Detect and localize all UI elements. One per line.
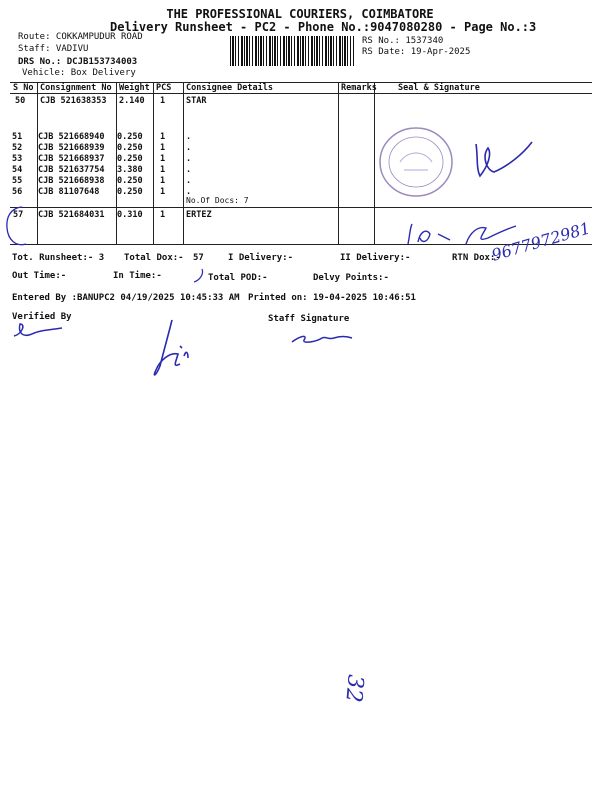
- col-sno: S No: [13, 83, 34, 93]
- no-of-docs: No.Of Docs: 7: [186, 196, 249, 205]
- cell-details: STAR: [186, 96, 207, 106]
- cell-consignment: CJB 521668939: [38, 143, 105, 153]
- cell-weight: 0.250: [117, 154, 143, 164]
- tot-runsheet: Tot. Runsheet:- 3: [12, 253, 105, 263]
- cell-pcs: 1: [160, 165, 166, 175]
- in-time: In Time:-: [113, 271, 162, 281]
- verified-by-label: Verified By: [12, 312, 72, 322]
- company-title: THE PROFESSIONAL COURIERS, COIMBATORE: [166, 7, 434, 21]
- cell-sno: 56: [12, 187, 23, 197]
- col-weight: Weight: [119, 83, 150, 93]
- out-time: Out Time:-: [12, 271, 67, 281]
- staff-signature-label: Staff Signature: [268, 314, 350, 324]
- runsheet-subtitle: Delivery Runsheet - PC2 - Phone No.:9047080280 - Page No.:3: [110, 20, 537, 34]
- table-row: [10, 96, 592, 107]
- vehicle: Vehicle: Box Delivery: [22, 68, 136, 78]
- cell-details: .: [186, 143, 192, 153]
- cell-pcs: 1: [160, 210, 166, 220]
- cell-details: .: [186, 132, 192, 142]
- i-delivery: I Delivery:-: [228, 253, 294, 263]
- cell-consignment: CJB 521637754: [38, 165, 105, 175]
- cell-consignment: CJB 521684031: [38, 210, 105, 220]
- cell-details: .: [186, 154, 192, 164]
- cell-consignment: CJB 521638353: [40, 96, 107, 106]
- cell-consignment: CJB 521668937: [38, 154, 105, 164]
- table-header: [10, 83, 592, 94]
- handwritten-phone: 9677972981: [489, 218, 593, 265]
- rtn-dox: RTN Dox:-: [452, 253, 501, 263]
- signature-icon: [468, 136, 538, 186]
- cell-consignment: CJB 521668940: [38, 132, 105, 142]
- cell-details: .: [186, 187, 192, 197]
- cell-pcs: 1: [160, 143, 166, 153]
- signature-icon: [10, 318, 70, 342]
- cell-weight: 0.250: [117, 132, 143, 142]
- cell-sno: 51: [12, 132, 23, 142]
- no-of-docs-row: [10, 196, 592, 207]
- delvy-points: Delvy Points:-: [313, 273, 389, 283]
- cell-sno: 50: [15, 96, 26, 106]
- cell-pcs: 1: [160, 187, 166, 197]
- rs-date: RS Date: 19-Apr-2025: [362, 47, 471, 57]
- stamp-icon: [370, 122, 466, 204]
- staff: Staff: VADIVU: [18, 44, 89, 54]
- circle-mark-icon: [4, 204, 40, 250]
- drs-number: DRS No.: DCJB153734003: [18, 57, 138, 67]
- cell-sno: 52: [12, 143, 23, 153]
- cell-consignment: CJB 81107648: [38, 187, 100, 197]
- handwritten-page-mark: 32: [340, 673, 368, 704]
- cell-details: .: [186, 176, 192, 186]
- ii-delivery: II Delivery:-: [340, 253, 411, 263]
- col-seal: Seal & Signature: [398, 83, 480, 93]
- cell-details: ERTEZ: [186, 210, 212, 220]
- cell-details: .: [186, 165, 192, 175]
- cell-weight: 0.250: [117, 176, 143, 186]
- route: Route: COKKAMPUDUR ROAD: [18, 32, 143, 42]
- rs-number: RS No.: 1537340: [362, 36, 444, 46]
- cell-weight: 2.140: [119, 96, 145, 106]
- cell-pcs: 1: [160, 132, 166, 142]
- signature-icon: [286, 324, 356, 348]
- entered-by: Entered By :BANUPC2 04/19/2025 10:45:33 AM: [12, 293, 240, 303]
- cell-consignment: CJB 521668938: [38, 176, 105, 186]
- cell-weight: 0.310: [117, 210, 143, 220]
- col-consignee: Consignee Details: [186, 83, 273, 93]
- total-dox-label: Total Dox:-: [124, 253, 184, 263]
- cell-pcs: 1: [160, 176, 166, 186]
- col-consignment: Consignment No: [40, 83, 112, 93]
- cell-weight: 0.250: [117, 187, 143, 197]
- cell-pcs: 1: [160, 96, 166, 106]
- total-pod: Total POD:-: [208, 273, 268, 283]
- printed-on: Printed on: 19-04-2025 10:46:51: [248, 293, 416, 303]
- col-pcs: PCS: [156, 83, 172, 93]
- cell-pcs: 1: [160, 154, 166, 164]
- cell-sno: 55: [12, 176, 23, 186]
- cell-sno: 54: [12, 165, 23, 175]
- pen-mark-icon: [190, 266, 210, 286]
- cell-sno: 57: [13, 210, 24, 220]
- signature-icon: [148, 316, 198, 382]
- cell-sno: 53: [12, 154, 23, 164]
- cell-weight: 0.250: [117, 143, 143, 153]
- barcode: [230, 36, 354, 66]
- total-dox-value: 57: [193, 253, 204, 263]
- col-remarks: Remarks: [341, 83, 377, 93]
- cell-weight: 3.380: [117, 165, 143, 175]
